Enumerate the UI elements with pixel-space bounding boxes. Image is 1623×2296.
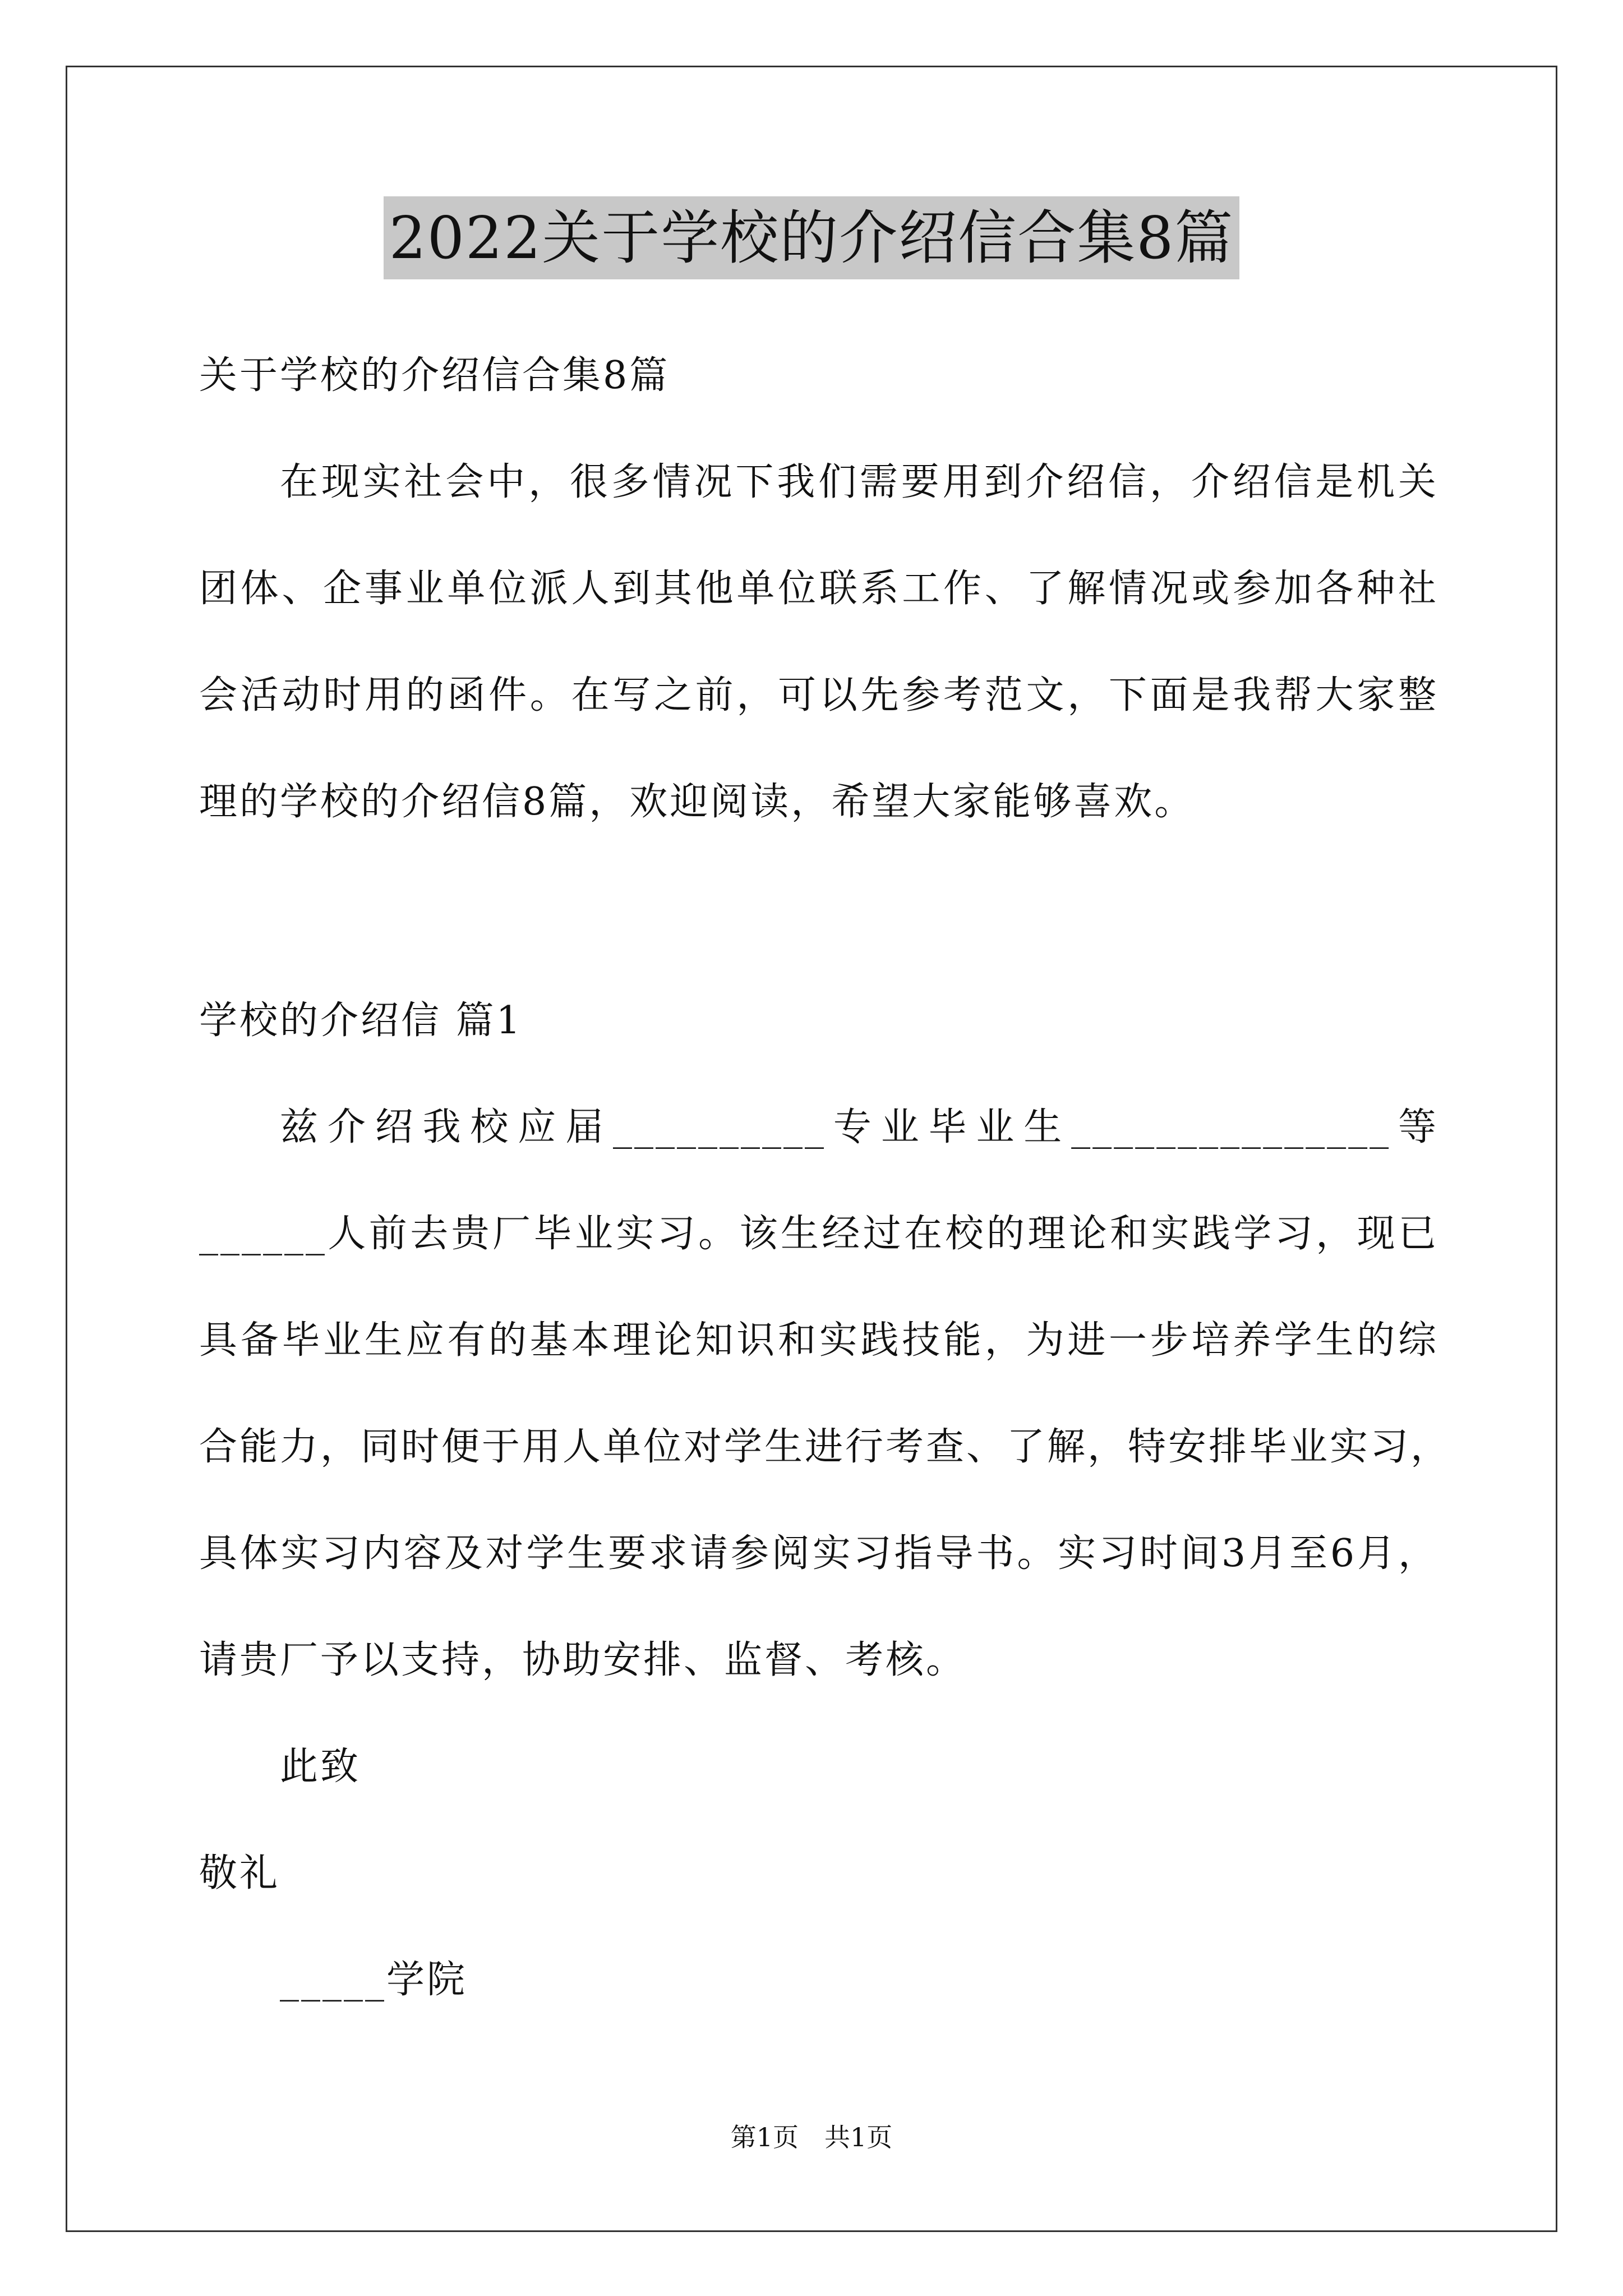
letter-line: 请贵厂予以支持，协助安排、监督、考核。	[199, 1638, 967, 1682]
title-container	[0, 196, 1623, 279]
section-heading: 学校的介绍信 篇1	[199, 999, 523, 1043]
page-number: 第1页 共1页	[730, 2122, 893, 2152]
letter-line: 兹介绍我校应届__________专业毕业生_______________等	[280, 1105, 1438, 1149]
closing-greeting: 此致	[280, 1745, 361, 1789]
intro-line: 在现实社会中，很多情况下我们需要用到介绍信，介绍信是机关	[280, 460, 1438, 504]
subtitle: 关于学校的介绍信合集8篇	[199, 353, 670, 398]
intro-line: 会活动时用的函件。在写之前，可以先参考范文，下面是我帮大家整	[199, 673, 1438, 717]
document-title: 2022关于学校的介绍信合集8篇	[384, 196, 1240, 279]
letter-line: 合能力，同时便于用人单位对学生进行考查、了解，特安排毕业实习，	[199, 1425, 1451, 1469]
letter-line: 具体实习内容及对学生要求请参阅实习指导书。实习时间3月至6月，	[199, 1531, 1438, 1576]
signature-line: _____学院	[280, 1958, 468, 2002]
letter-line: ______人前去贵厂毕业实习。该生经过在校的理论和实践学习，现已	[199, 1212, 1438, 1256]
intro-line: 团体、企事业单位派人到其他单位联系工作、了解情况或参加各种社	[199, 567, 1438, 611]
intro-line: 理的学校的介绍信8篇，欢迎阅读，希望大家能够喜欢。	[199, 780, 1195, 824]
letter-line: 具备毕业生应有的基本理论知识和实践技能，为进一步培养学生的综	[199, 1318, 1438, 1363]
closing-salute: 敬礼	[199, 1851, 280, 1895]
